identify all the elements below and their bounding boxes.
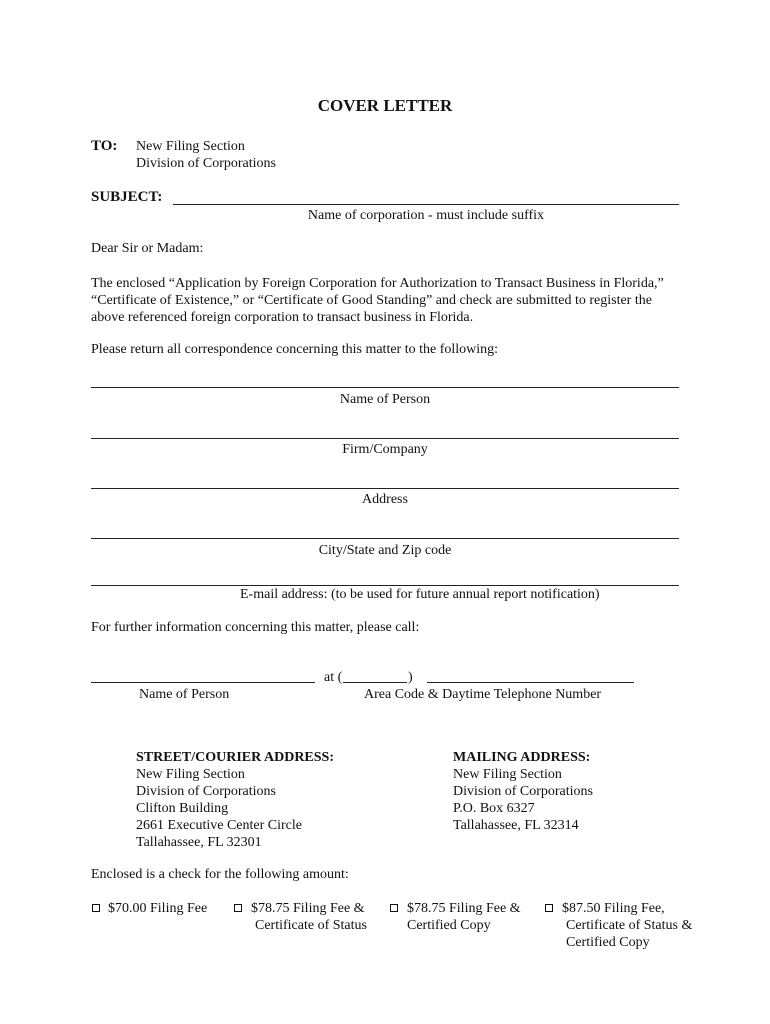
subject-caption: Name of corporation - must include suffix [307, 208, 545, 223]
close-paren: ) [408, 670, 413, 685]
name-caption: Name of Person [339, 392, 431, 407]
enclosed-text: Enclosed is a check for the following amount: [91, 867, 349, 882]
subject-input-line[interactable] [173, 204, 679, 205]
fee-option-label: Certificate of Status & [566, 918, 693, 933]
city-caption: City/State and Zip code [318, 543, 452, 558]
street-address-heading: STREET/COURIER ADDRESS: [136, 750, 334, 765]
fee-option-label: $78.75 Filing Fee & [251, 901, 365, 916]
salutation: Dear Sir or Madam: [91, 241, 204, 256]
name-input-line[interactable] [91, 387, 679, 388]
fee-checkbox-1[interactable] [92, 904, 100, 912]
fee-option-label: $70.00 Filing Fee [108, 901, 208, 916]
fee-option-1 [108, 900, 207, 917]
body-line-2: “Certificate of Existence,” or “Certificate of Good Standing” and check are submitted to register the [91, 293, 652, 308]
email-caption: E-mail address: (to be used for future annual report notification) [240, 587, 600, 602]
fee-option-label: Certified Copy [407, 918, 491, 933]
phone-number-input-line[interactable] [427, 682, 634, 683]
street-address-line: Division of Corporations [136, 784, 276, 799]
fee-option-2 [251, 900, 367, 934]
fee-option-label: $87.50 Filing Fee, [562, 901, 665, 916]
to-line-1: New Filing Section [136, 139, 245, 154]
street-address-line: New Filing Section [136, 767, 245, 782]
firm-caption: Firm/Company [342, 442, 428, 457]
firm-input-line[interactable] [91, 438, 679, 439]
mailing-address-line: P.O. Box 6327 [453, 801, 535, 816]
address-input-line[interactable] [91, 488, 679, 489]
fee-option-label: Certified Copy [566, 935, 650, 950]
area-code-input-line[interactable] [343, 682, 407, 683]
fee-checkbox-3[interactable] [390, 904, 398, 912]
address-caption: Address [362, 492, 408, 507]
mailing-address-line: New Filing Section [453, 767, 562, 782]
street-address-line: Clifton Building [136, 801, 229, 816]
subject-label: SUBJECT: [91, 189, 163, 205]
fee-checkbox-2[interactable] [234, 904, 242, 912]
mailing-address-heading: MAILING ADDRESS: [453, 750, 591, 765]
contact-name-caption: Name of Person [139, 687, 230, 702]
contact-name-input-line[interactable] [91, 682, 315, 683]
fee-option-4 [562, 900, 692, 951]
info-instruction: For further information concerning this matter, please call: [91, 620, 420, 635]
mailing-address-block [453, 749, 593, 834]
fee-option-label: $78.75 Filing Fee & [407, 901, 521, 916]
at-text: at ( [324, 670, 343, 685]
page-title: COVER LETTER [317, 96, 453, 115]
return-instruction: Please return all correspondence concerning this matter to the following: [91, 342, 499, 357]
fee-option-label: Certificate of Status [255, 918, 367, 933]
body-paragraph [91, 275, 691, 326]
mailing-address-line: Division of Corporations [453, 784, 593, 799]
to-label: TO: [91, 138, 118, 154]
street-address-block [136, 749, 334, 851]
fee-checkbox-4[interactable] [545, 904, 553, 912]
email-input-line[interactable] [91, 585, 679, 586]
mailing-address-line: Tallahassee, FL 32314 [453, 818, 579, 833]
fee-option-3 [407, 900, 521, 934]
body-line-3: above referenced foreign corporation to transact business in Florida. [91, 310, 474, 325]
street-address-line: Tallahassee, FL 32301 [136, 835, 262, 850]
to-line-2: Division of Corporations [136, 156, 276, 171]
phone-caption: Area Code & Daytime Telephone Number [364, 687, 602, 702]
city-input-line[interactable] [91, 538, 679, 539]
street-address-line: 2661 Executive Center Circle [136, 818, 302, 833]
body-line-1: The enclosed “Application by Foreign Corporation for Authorization to Transact Business in Florida,” [91, 276, 664, 291]
